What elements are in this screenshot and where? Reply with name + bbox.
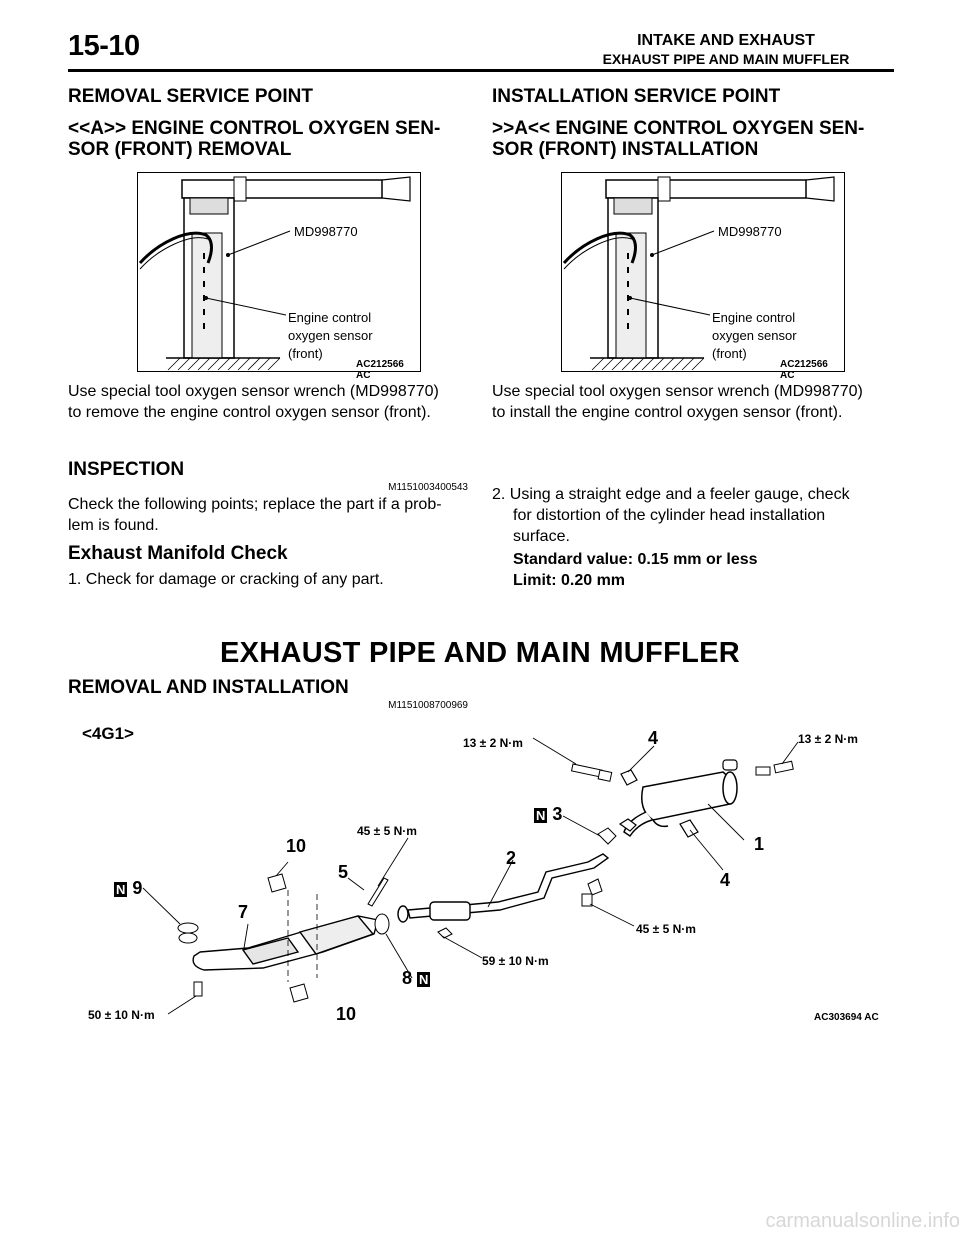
- callout-3: N 3: [536, 804, 563, 824]
- removal-subheading-line2: SOR (FRONT) REMOVAL: [68, 139, 292, 160]
- inspection-item-2-line1: 2. Using a straight edge and a feeler gauge, check: [492, 486, 850, 503]
- removal-label-sensor-1: Engine control: [288, 310, 372, 325]
- limit-value: Limit: 0.20 mm: [513, 572, 626, 589]
- inspection-intro-line1: Check the following points; replace the part if a prob-: [68, 496, 442, 513]
- installation-figure: [561, 172, 845, 381]
- installation-service-point-heading: INSTALLATION SERVICE POINT: [492, 86, 781, 107]
- callout-7: 7: [238, 902, 249, 922]
- page-number: 15-10: [68, 30, 140, 62]
- installation-body-line2: to install the engine control oxygen sensor (front).: [492, 404, 843, 421]
- removal-figure: [137, 172, 421, 381]
- callout-1: 1: [754, 834, 765, 854]
- torque-13-right: 13 ± 2 N·m: [798, 732, 858, 746]
- removal-body-line2: to remove the engine control oxygen sensor (front).: [68, 404, 431, 421]
- exhaust-section-title: EXHAUST PIPE AND MAIN MUFFLER: [220, 637, 740, 669]
- exhaust-exploded-view: [68, 712, 894, 1032]
- removal-subheading-line1: <<A>> ENGINE CONTROL OXYGEN SEN-: [68, 118, 441, 139]
- installation-label-sensor-1: Engine control: [712, 310, 796, 325]
- installation-subheading-line2: SOR (FRONT) INSTALLATION: [492, 139, 759, 160]
- torque-45-top: 45 ± 5 N·m: [357, 824, 417, 838]
- inspection-intro-line2: lem is found.: [68, 517, 159, 534]
- installation-subheading-line1: >>A<< ENGINE CONTROL OXYGEN SEN-: [492, 118, 865, 139]
- exhaust-figure-id: AC303694 AC: [814, 1012, 879, 1023]
- oxygen-sensor-wrench-illustration: [138, 173, 420, 371]
- torque-13-left: 13 ± 2 N·m: [463, 736, 523, 750]
- header-rule: [68, 69, 894, 72]
- callout-10-bottom: 10: [336, 1004, 357, 1024]
- removal-label-tool: MD998770: [294, 224, 358, 239]
- removal-installation-heading: REMOVAL AND INSTALLATION: [68, 677, 349, 698]
- installation-figure-id: AC212566 AC: [780, 359, 828, 381]
- inspection-heading: INSPECTION: [68, 459, 185, 480]
- callout-4-top: 4: [648, 728, 659, 748]
- inspection-item-2-line3: surface.: [513, 528, 570, 545]
- installation-label-sensor-2: oxygen sensor: [712, 328, 797, 343]
- inspection-item-2-line2: for distortion of the cylinder head installation: [513, 507, 826, 524]
- callout-4-bottom: 4: [720, 870, 731, 890]
- torque-50: 50 ± 10 N·m: [88, 1008, 155, 1022]
- removal-service-point-heading: REMOVAL SERVICE POINT: [68, 86, 313, 107]
- inspection-code: M1151003400543: [388, 482, 468, 493]
- removal-body-line1: Use special tool oxygen sensor wrench (MD998770): [68, 383, 439, 400]
- torque-59: 59 ± 10 N·m: [482, 954, 549, 968]
- n-mark-3: N: [536, 808, 546, 823]
- removal-label-sensor-2: oxygen sensor: [288, 328, 373, 343]
- exhaust-manifold-check-heading: Exhaust Manifold Check: [68, 543, 288, 564]
- section-title: INTAKE AND EXHAUST: [637, 32, 815, 49]
- exhaust-system-diagram: [68, 712, 894, 1032]
- callout-8: 8 N: [402, 968, 429, 988]
- oxygen-sensor-wrench-illustration: [562, 173, 844, 371]
- watermark: carmanualsonline.info: [765, 1210, 960, 1232]
- n-mark-8: N: [419, 972, 429, 987]
- callout-9: N 9: [116, 878, 143, 898]
- torque-45-bottom: 45 ± 5 N·m: [636, 922, 696, 936]
- removal-figure-id: AC212566 AC: [356, 359, 404, 381]
- installation-label-tool: MD998770: [718, 224, 782, 239]
- callout-2: 2: [506, 848, 517, 868]
- inspection-item-1: 1. Check for damage or cracking of any part.: [68, 571, 384, 588]
- removal-installation-code: M1151008700969: [388, 700, 468, 711]
- installation-body-line1: Use special tool oxygen sensor wrench (MD998770): [492, 383, 863, 400]
- installation-label-sensor-3: (front): [712, 346, 747, 361]
- removal-label-sensor-3: (front): [288, 346, 323, 361]
- subsection-title: EXHAUST PIPE AND MAIN MUFFLER: [602, 51, 850, 67]
- callout-5: 5: [338, 862, 349, 882]
- engine-variant-label: <4G1>: [82, 724, 134, 743]
- standard-value: Standard value: 0.15 mm or less: [513, 551, 758, 568]
- callout-10-top: 10: [286, 836, 307, 856]
- n-mark-9: N: [116, 882, 126, 897]
